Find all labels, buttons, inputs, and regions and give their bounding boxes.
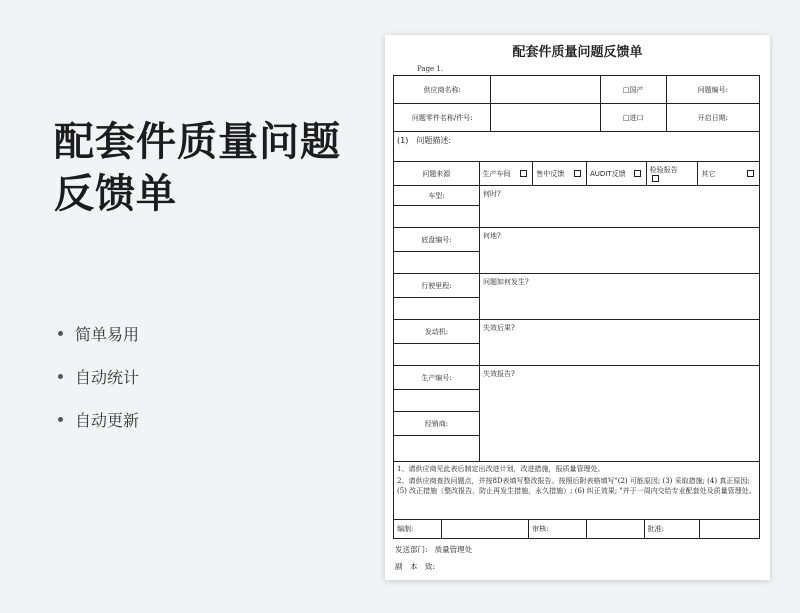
source-option: 其它 xyxy=(698,162,759,185)
part-label: 问题零件名称/件号: xyxy=(394,104,491,131)
page-number: Page 1. xyxy=(417,65,444,73)
source-option: 检验报告 xyxy=(647,162,699,185)
document-title: 配套件质量问题反馈单 xyxy=(512,45,643,60)
part-value xyxy=(491,104,600,131)
source-option: 售中反馈 xyxy=(533,162,587,185)
approve-label: 批准: xyxy=(645,520,701,538)
document-preview xyxy=(385,35,770,580)
checkbox-icon xyxy=(634,170,641,177)
form-row xyxy=(394,132,759,162)
details-section xyxy=(394,186,759,462)
bullet-icon xyxy=(58,331,63,336)
how-question: 问题如何发生? xyxy=(480,274,759,320)
engine-label: 发动机: xyxy=(394,320,479,344)
checkbox-icon xyxy=(652,175,659,182)
headline: 配套件质量问题反馈单 xyxy=(54,119,341,217)
vehicle-model-label: 车型: xyxy=(394,186,479,206)
question-column xyxy=(480,186,759,461)
feature-item: 简单易用 xyxy=(58,312,139,355)
note-2: 2、请供应商查找问题点，并按8D表填写整改报告。按照后附表格填写"(2) 可能原因; (3) 采取措施; (4) 真正原因; (5) 改正措施（整改报告，防止再发生措施，永久措施）; (6) 纠正效果; "并于一周内交给专业配套处及质量管理处。 xyxy=(397,477,756,495)
supplier-label: 供应商名称: xyxy=(394,76,491,103)
signature-row xyxy=(394,520,759,538)
source-option: AUDIT反馈 xyxy=(587,162,647,185)
checkbox-icon xyxy=(520,170,527,177)
source-option: 生产车间 xyxy=(480,162,534,185)
description-label: (1) 问题描述: xyxy=(397,136,452,145)
problem-no-label: 问题编号: xyxy=(697,85,728,94)
production-no-label: 生产编号: xyxy=(394,366,479,390)
note-1: 1、请供应商见此表后制定出改进计划，改进措施，报质量管理处。 xyxy=(397,465,605,473)
review-label: 审核: xyxy=(529,520,587,538)
import-label: □进口 xyxy=(601,104,667,131)
vehicle-info-column xyxy=(394,186,480,461)
failure-report-question: 失效报告? xyxy=(483,370,515,378)
where-question: 何地? xyxy=(480,228,759,274)
form-row xyxy=(394,76,759,104)
source-label: 问题来源 xyxy=(394,162,480,185)
feature-list xyxy=(58,312,139,441)
start-date-label: 开启日期: xyxy=(697,113,728,122)
feedback-form xyxy=(393,75,760,539)
domestic-label: □国产 xyxy=(601,76,667,103)
mileage-label: 行驶里程: xyxy=(394,274,479,298)
dealer-label: 经销商: xyxy=(394,412,479,436)
notes-section xyxy=(394,462,759,520)
dept-line: 发送部门: 质量管理处 xyxy=(395,545,473,554)
checkbox-icon xyxy=(574,170,581,177)
supplier-value xyxy=(491,76,600,103)
bullet-icon xyxy=(58,374,63,379)
form-row xyxy=(394,104,759,132)
bullet-icon xyxy=(58,417,63,422)
cc-line: 副 本 致: xyxy=(395,562,436,571)
form-row xyxy=(394,162,759,186)
checkbox-icon xyxy=(747,170,754,177)
feature-item: 自动统计 xyxy=(58,355,139,398)
when-question: 何时? xyxy=(480,186,759,228)
prepared-label: 编制: xyxy=(394,520,442,538)
consequence-question: 失效后果? xyxy=(480,320,759,366)
chassis-no-label: 底盘编号: xyxy=(394,228,479,252)
feature-item: 自动更新 xyxy=(58,398,139,441)
